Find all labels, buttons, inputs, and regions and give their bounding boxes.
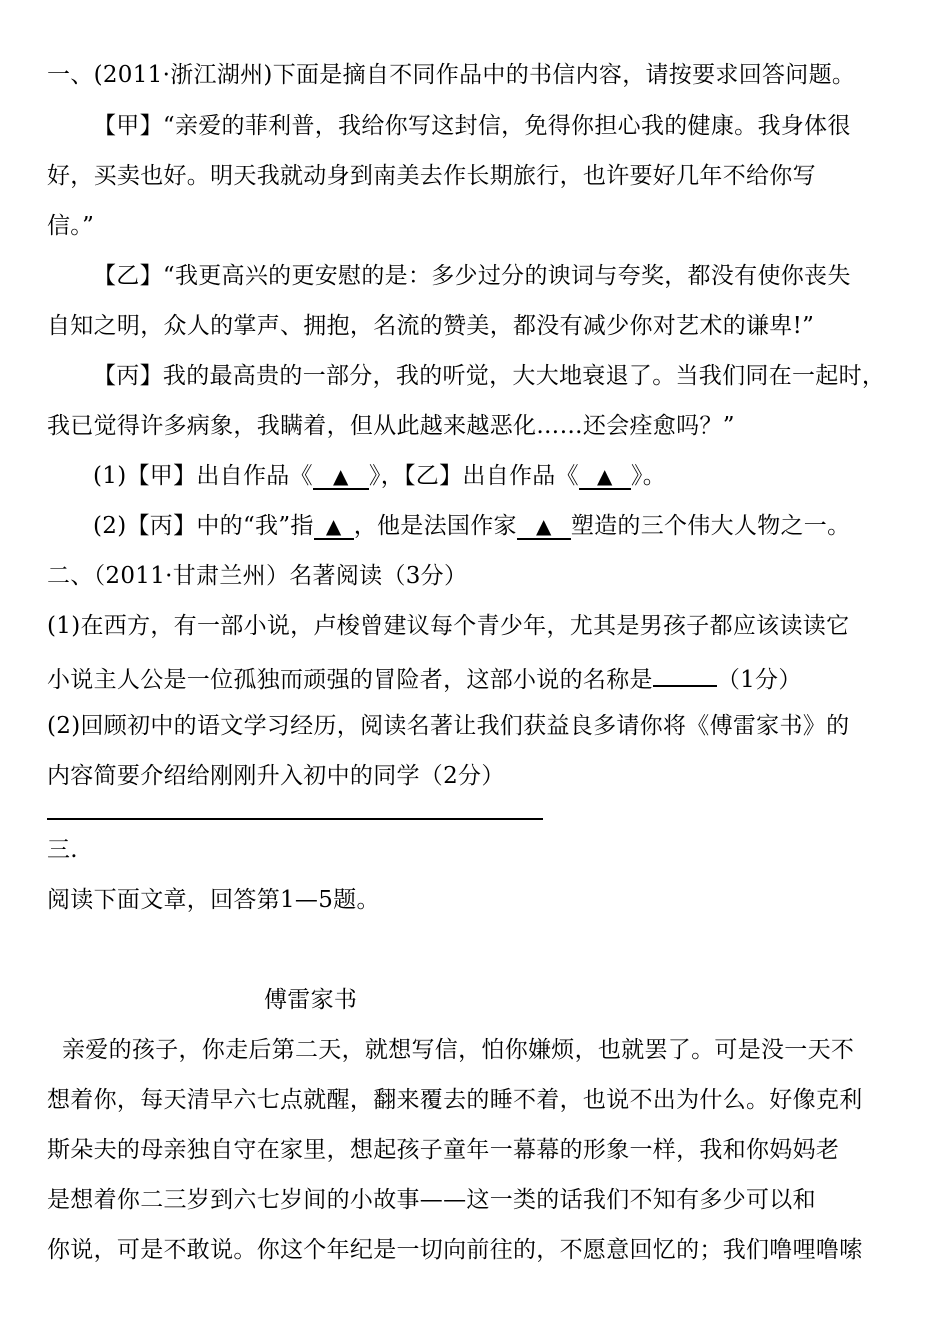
q1-heading: 一、(2011·浙江湖州)下面是摘自不同作品中的书信内容，请按要求回答问题。	[47, 62, 856, 88]
triangle-mark-icon: ▲	[597, 464, 613, 488]
q3-instruction: 阅读下面文章，回答第1—5题。	[47, 887, 380, 913]
q1-jia-line-1: 【甲】“亲爱的菲利普，我给你写这封信，免得你担心我的健康。我身体很	[93, 113, 851, 139]
q2-heading: 二、（2011·甘肃兰州）名著阅读（3分）	[47, 563, 468, 589]
q1-sub1	[93, 461, 666, 491]
answer-blank-5[interactable]	[653, 661, 717, 687]
article-line-1: 亲爱的孩子，你走后第二天，就想写信，怕你嫌烦，也就罢了。可是没一天不	[62, 1037, 855, 1063]
q2-s2-line-2: 内容简要介绍给刚刚升入初中的同学（2分）	[47, 763, 505, 789]
answer-blank-3[interactable]	[314, 514, 354, 540]
q2-s1-score: （1分）	[716, 667, 802, 693]
q1-sub2-text-b: ，他是法国作家	[353, 513, 517, 539]
answer-blank-2[interactable]	[579, 464, 631, 490]
q3-heading: 三.	[47, 837, 78, 863]
article-line-3: 斯朵夫的母亲独自守在家里，想起孩子童年一幕幕的形象一样，我和你妈妈老	[47, 1137, 840, 1163]
triangle-mark-icon: ▲	[535, 514, 552, 538]
q1-sub2-text-a: (2)【丙】中的“我”指	[93, 513, 314, 539]
answer-blank-1[interactable]	[313, 464, 369, 490]
article-line-2: 想着你，每天清早六七点就醒，翻来覆去的睡不着，也说不出为什么。好像克利	[47, 1087, 863, 1113]
q1-jia-line-2: 好，买卖也好。明天我就动身到南美去作长期旅行，也许要好几年不给你写	[47, 163, 816, 189]
q1-sub2	[93, 511, 850, 541]
article-title: 傅雷家书	[264, 987, 358, 1013]
answer-line[interactable]	[47, 818, 543, 820]
q2-s1-text: 小说主人公是一位孤独而顽强的冒险者，这部小说的名称是	[47, 667, 653, 693]
article-line-5: 你说，可是不敢说。你这个年纪是一切向前往的，不愿意回忆的；我们噜哩噜嗦	[47, 1237, 863, 1263]
triangle-mark-icon: ▲	[333, 464, 349, 488]
q1-sub2-text-c: 塑造的三个伟大人物之一。	[570, 513, 851, 539]
q2-s1-line-1: (1)在西方，有一部小说，卢梭曾建议每个青少年，尤其是男孩子都应该读读它	[47, 613, 850, 639]
q2-s1-line-2	[47, 661, 802, 695]
answer-blank-4[interactable]	[517, 514, 571, 540]
article-line-4: 是想着你二三岁到六七岁间的小故事——这一类的话我们不知有多少可以和	[47, 1187, 816, 1213]
q1-sub1-text-c: 》。	[630, 463, 666, 489]
q2-s2-line-1: (2)回顾初中的语文学习经历，阅读名著让我们获益良多请你将《傅雷家书》的	[47, 713, 850, 739]
q1-yi-line-2: 自知之明，众人的掌声、拥抱，名流的赞美，都没有减少你对艺术的谦卑!”	[47, 313, 815, 339]
q1-bing-line-1: 【丙】我的最高贵的一部分，我的听觉，大大地衰退了。当我们同在一起时，	[93, 363, 886, 389]
triangle-mark-icon: ▲	[325, 514, 342, 538]
q1-sub1-text-b: 》，【乙】出自作品《	[368, 463, 579, 489]
q1-jia-line-3: 信。”	[47, 213, 95, 239]
q1-yi-line-1: 【乙】“我更高兴的更安慰的是：多少过分的谀词与夸奖，都没有使你丧失	[93, 263, 851, 289]
q1-bing-line-2: 我已觉得许多病象，我瞒着，但从此越来越恶化……还会痊愈吗？”	[47, 413, 735, 439]
q1-sub1-text-a: (1)【甲】出自作品《	[93, 463, 313, 489]
